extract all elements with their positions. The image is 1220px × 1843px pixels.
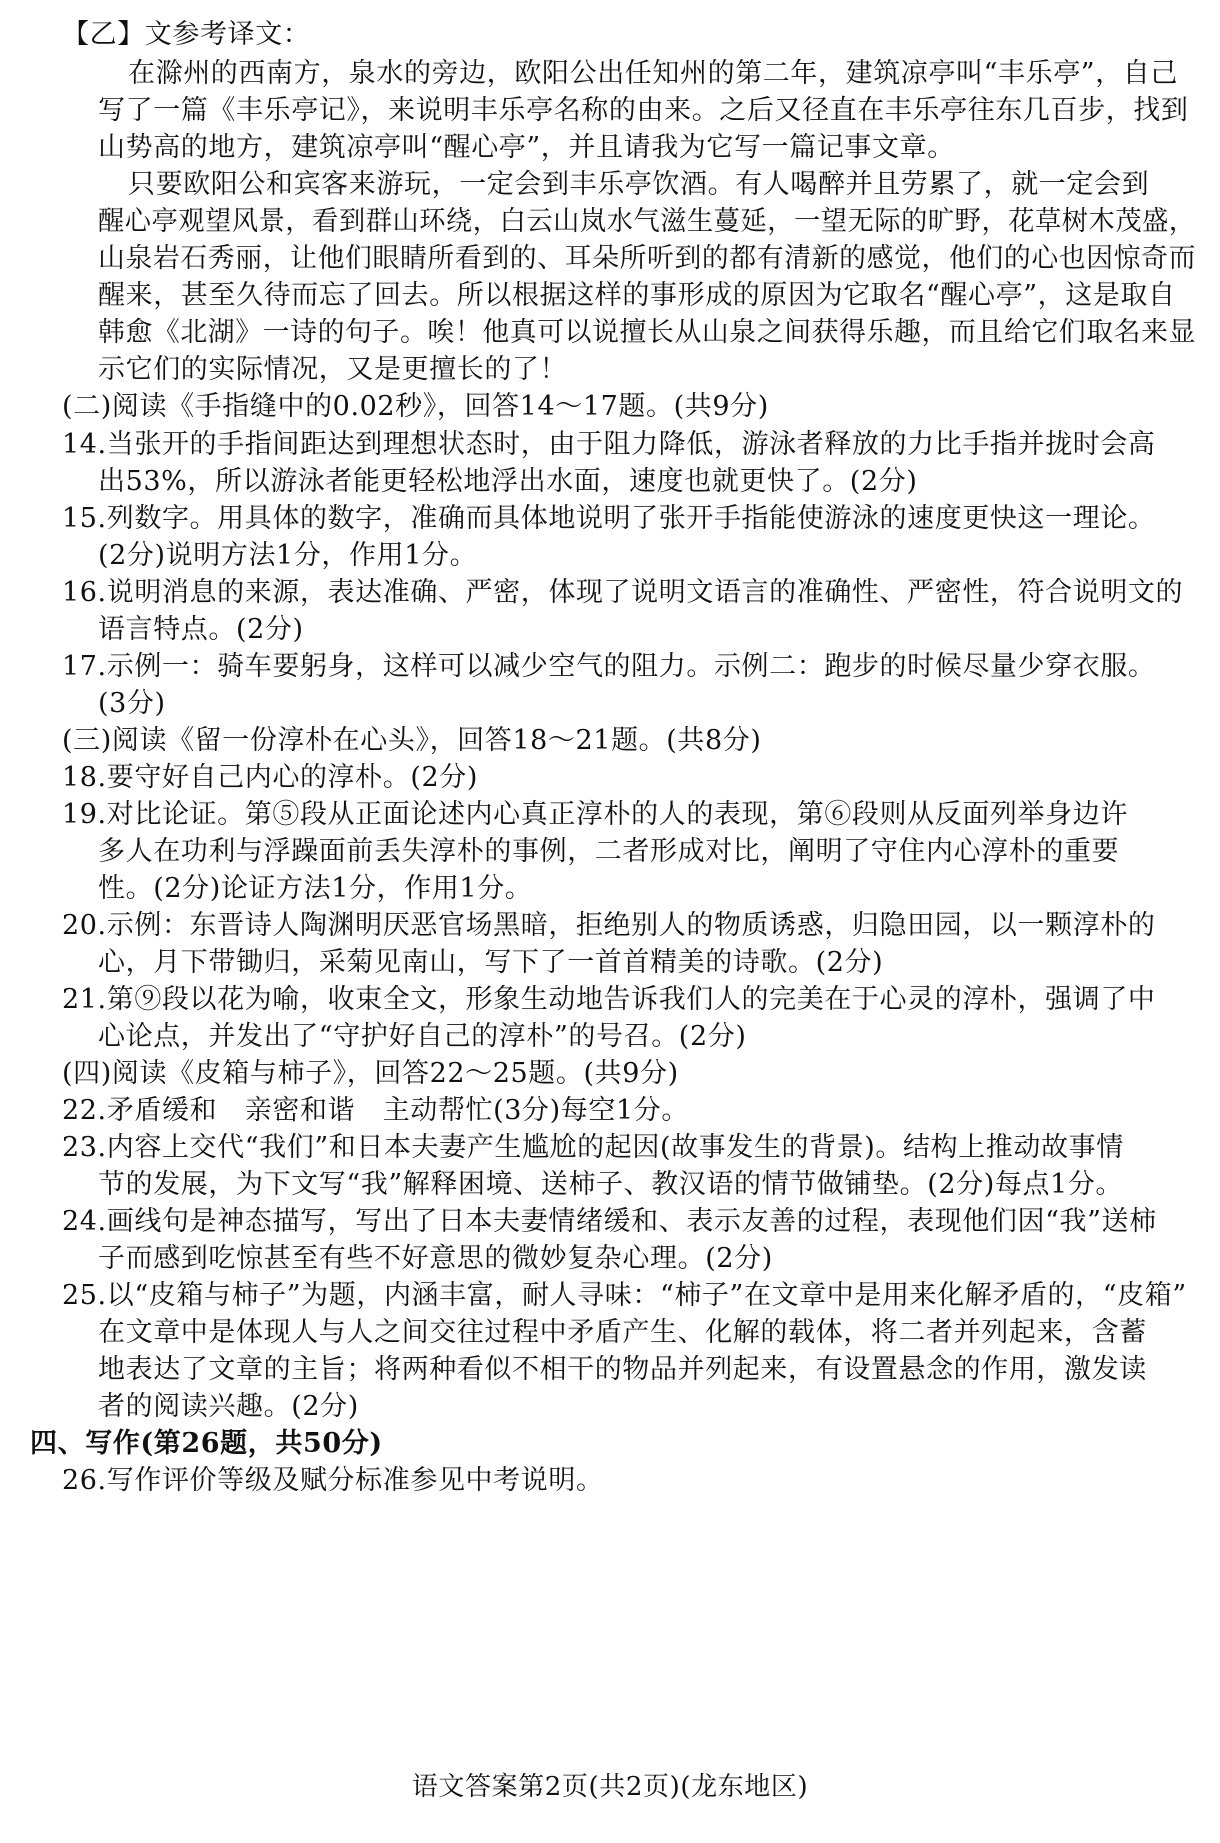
yi-para1-line1: 在滁州的西南方，泉水的旁边，欧阳公出任知州的第二年，建筑凉亭叫“丰乐亭”，自己 (128, 58, 1179, 89)
q16-line2: 语言特点。(2分) (98, 614, 304, 645)
yi-para2-line6: 示它们的实际情况，又是更擅长的了！ (98, 354, 568, 385)
q14-line2: 出53%，所以游泳者能更轻松地浮出水面，速度也就更快了。(2分) (98, 466, 918, 497)
q20-line2: 心，月下带锄归，采菊见南山，写下了一首首精美的诗歌。(2分) (98, 947, 884, 978)
yi-para2-line4: 醒来，甚至久待而忘了回去。所以根据这样的事形成的原因为它取名“醒心亭”，这是取自 (98, 280, 1176, 311)
yi-para2-line5: 韩愈《北湖》一诗的句子。唉！他真可以说擅长从山泉之间获得乐趣，而且给它们取名来显 (98, 317, 1197, 348)
q24-line1: 24.画线句是神态描写，写出了日本夫妻情绪缓和、表示友善的过程，表现他们因“我”送柿 (62, 1206, 1157, 1237)
writing-heading: 四、写作(第26题，共50分) (30, 1428, 383, 1459)
yi-para1-line2: 写了一篇《丰乐亭记》，来说明丰乐亭名称的由来。之后又径直在丰乐亭往东几百步，找到 (98, 95, 1189, 126)
q17-line2: (3分) (98, 688, 166, 719)
q25-line2: 在文章中是体现人与人之间交往过程中矛盾产生、化解的载体，将二者并列起来，含蓄 (98, 1317, 1147, 1348)
q17-line1: 17.示例一：骑车要躬身，这样可以减少空气的阻力。示例二：跑步的时候尽量少穿衣服。 (62, 651, 1156, 682)
q25-line1: 25.以“皮箱与柿子”为题，内涵丰富，耐人寻味：“柿子”在文章中是用来化解矛盾的，“皮箱” (62, 1280, 1187, 1311)
q15-line2: (2分)说明方法1分，作用1分。 (98, 540, 478, 571)
q14-line1: 14.当张开的手指间距达到理想状态时，由于阻力降低，游泳者释放的力比手指并拢时会高 (62, 429, 1156, 460)
section3-heading: (三)阅读《留一份淳朴在心头》，回答18～21题。(共8分) (62, 725, 762, 756)
q15-line1: 15.列数字。用具体的数字，准确而具体地说明了张开手指能使游泳的速度更快这一理论。 (62, 503, 1156, 534)
yi-para1-line3: 山势高的地方，建筑凉亭叫“醒心亭”，并且请我为它写一篇记事文章。 (98, 132, 955, 163)
q19-line1: 19.对比论证。第⑤段从正面论述内心真正淳朴的人的表现，第⑥段则从反面列举身边许 (62, 799, 1128, 830)
section4-heading: (四)阅读《皮箱与柿子》，回答22～25题。(共9分) (62, 1058, 679, 1089)
q18-line1: 18.要守好自己内心的淳朴。(2分) (62, 762, 478, 793)
q25-line4: 者的阅读兴趣。(2分) (98, 1391, 359, 1422)
page-footer: 语文答案第2页(共2页)(龙东地区) (411, 1772, 809, 1802)
q21-line2: 心论点，并发出了“守护好自己的淳朴”的号召。(2分) (98, 1021, 747, 1052)
q26-line1: 26.写作评价等级及赋分标准参见中考说明。 (62, 1465, 604, 1496)
q24-line2: 子而感到吃惊甚至有些不好意思的微妙复杂心理。(2分) (98, 1243, 773, 1274)
q23-line1: 23.内容上交代“我们”和日本夫妻产生尴尬的起因(故事发生的背景)。结构上推动故事情 (62, 1132, 1124, 1163)
yi-para2-line3: 山泉岩石秀丽，让他们眼睛所看到的、耳朵所听到的都有清新的感觉，他们的心也因惊奇而 (98, 243, 1197, 274)
q19-line2: 多人在功利与浮躁面前丢失淳朴的事例，二者形成对比，阐明了守住内心淳朴的重要 (98, 836, 1120, 867)
q21-line1: 21.第⑨段以花为喻，收束全文，形象生动地告诉我们人的完美在于心灵的淳朴，强调了中 (62, 984, 1156, 1015)
yi-translation-heading: 【乙】文参考译文： (62, 19, 311, 50)
yi-para2-line2: 醒心亭观望风景，看到群山环绕，白云山岚水气滋生蔓延，一望无际的旷野，花草树木茂盛， (98, 206, 1196, 237)
yi-para2-line1: 只要欧阳公和宾客来游玩，一定会到丰乐亭饮酒。有人喝醉并且劳累了，就一定会到 (128, 169, 1150, 200)
q16-line1: 16.说明消息的来源，表达准确、严密，体现了说明文语言的准确性、严密性，符合说明文的 (62, 577, 1184, 608)
section2-heading: (二)阅读《手指缝中的0.02秒》，回答14～17题。(共9分) (62, 391, 769, 422)
q19-line3: 性。(2分)论证方法1分，作用1分。 (98, 873, 533, 904)
q22-line1: 22.矛盾缓和 亲密和谐 主动帮忙(3分)每空1分。 (62, 1095, 689, 1126)
q23-line2: 节的发展，为下文写“我”解释困境、送柿子、教汉语的情节做铺垫。(2分)每点1分。 (98, 1169, 1124, 1200)
q25-line3: 地表达了文章的主旨；将两种看似不相干的物品并列起来，有设置悬念的作用，激发读 (98, 1354, 1147, 1385)
q20-line1: 20.示例：东晋诗人陶渊明厌恶官场黑暗，拒绝别人的物质诱惑，归隐田园，以一颗淳朴的 (62, 910, 1156, 941)
